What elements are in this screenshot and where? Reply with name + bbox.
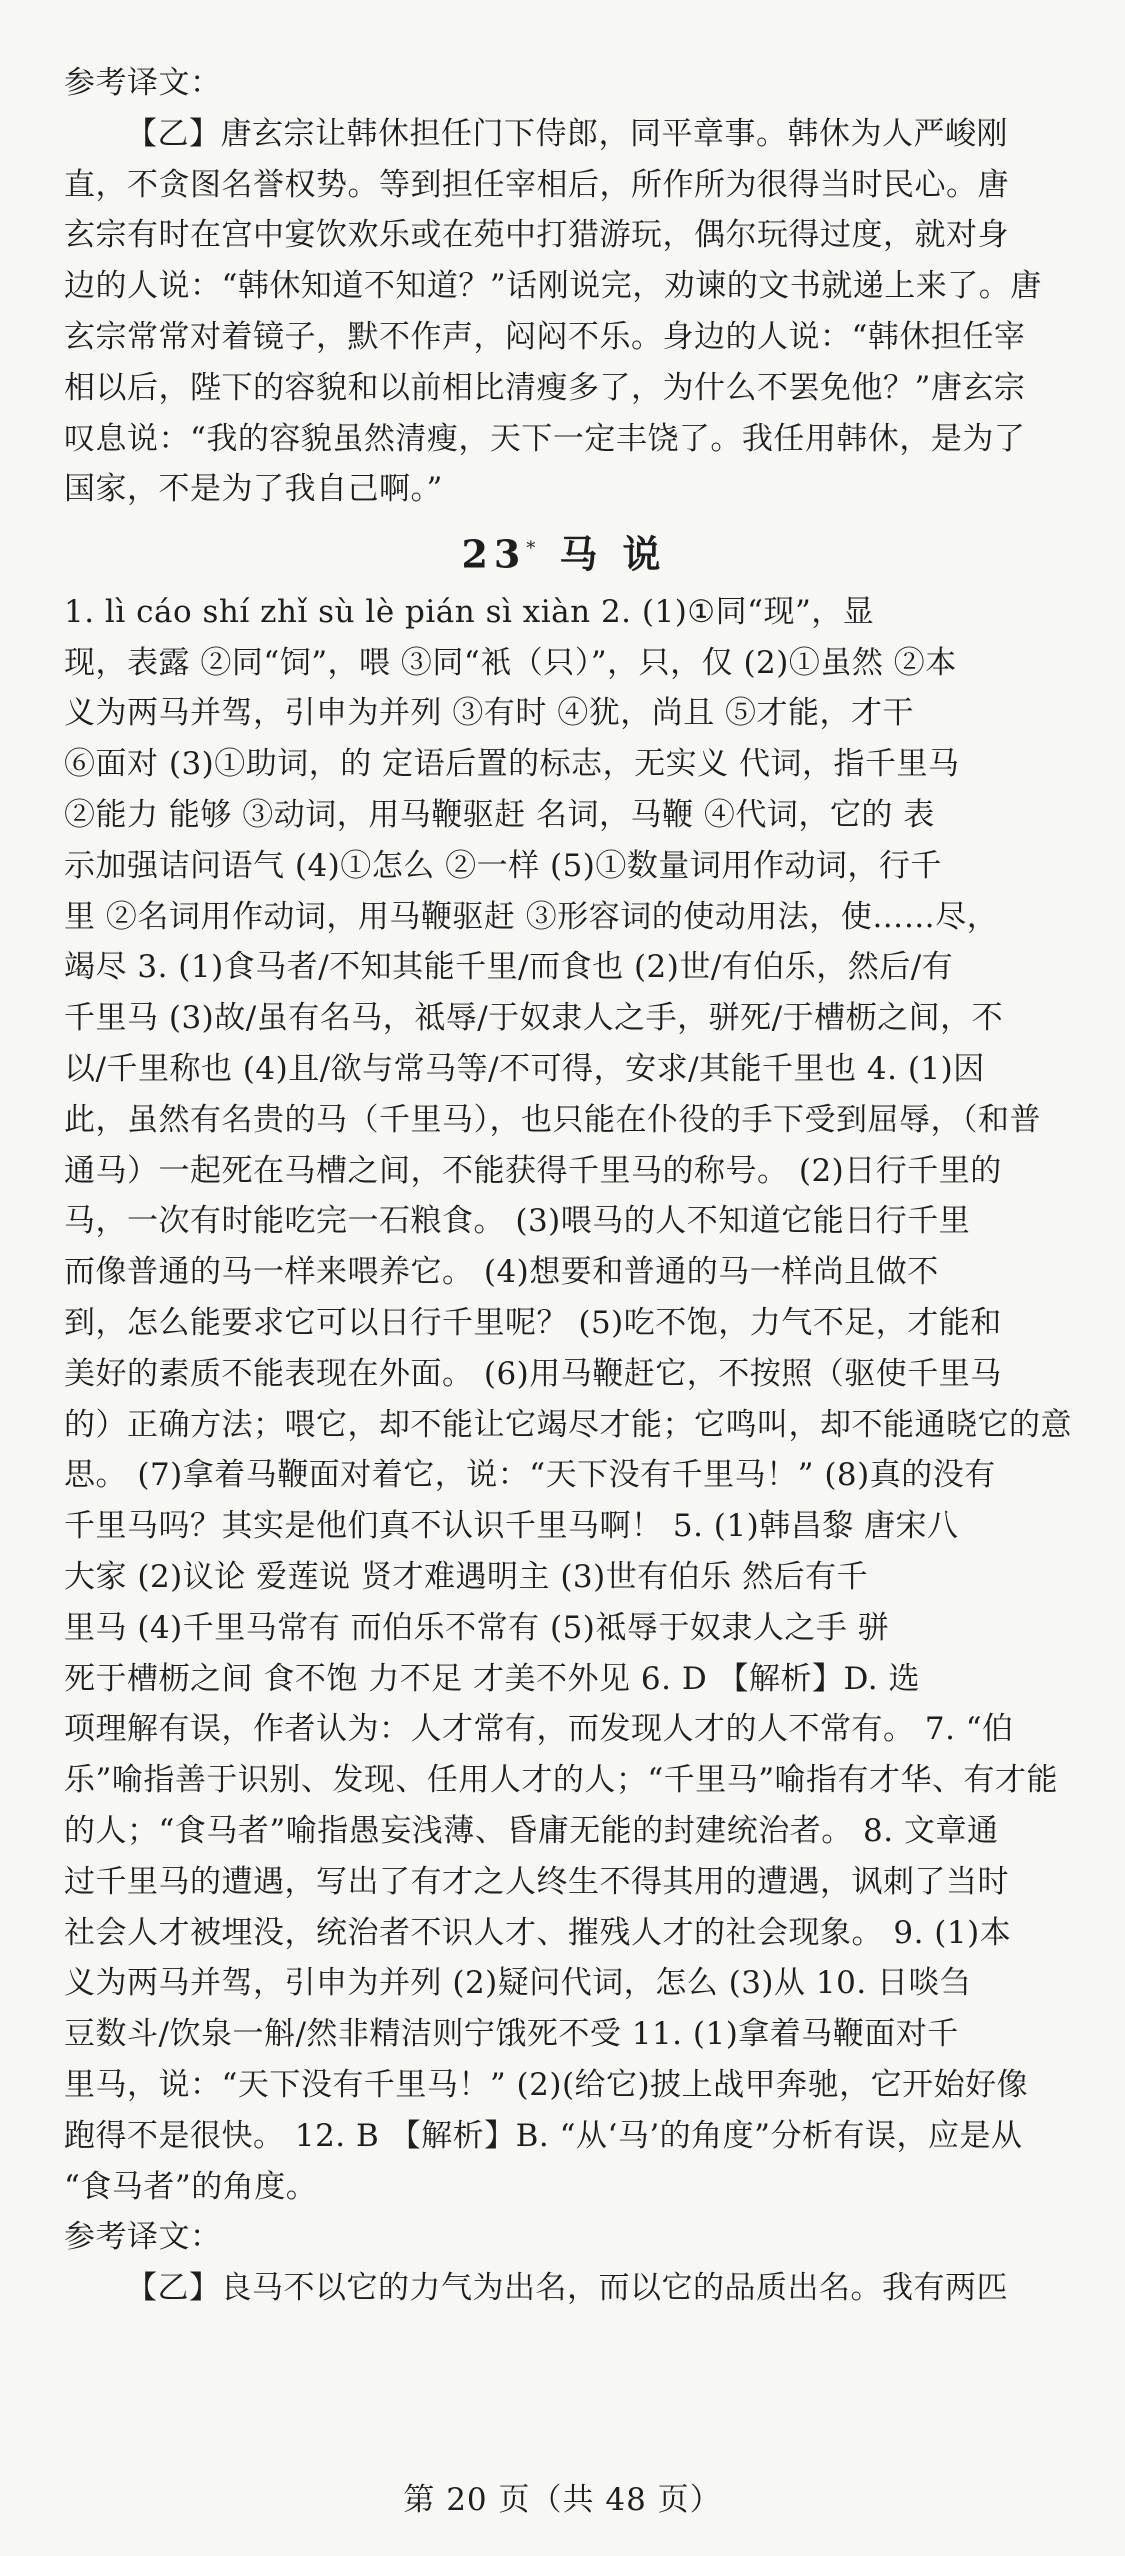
translation-line: 玄宗有时在宫中宴饮欢乐或在苑中打猎游玩，偶尔玩得过度，就对身 — [64, 217, 1009, 254]
page-footer: 第 20 页（共 48 页） — [403, 2482, 722, 2518]
answer-line: 乐”喻指善于识别、发现、任用人才的人；“千里马”喻指有才华、有才能 — [64, 1762, 1059, 1799]
translation-line: 【乙】良马不以它的力气为出名，而以它的品质出名。我有两匹 — [126, 2270, 1008, 2307]
answer-line: 通马）一起死在马槽之间，不能获得千里马的称号。 (2)日行千里的 — [64, 1152, 1002, 1189]
answer-line: 思。 (7)拿着马鞭面对着它，说：“天下没有千里马！” (8)真的没有 — [64, 1457, 996, 1494]
section-name: 马 说 — [559, 531, 667, 577]
answer-line: 马，一次有时能吃完一石粮食。 (3)喂马的人不知道它能日行千里 — [64, 1203, 971, 1240]
document-page — [64, 58, 1072, 2314]
reference-translation-label: 参考译文： — [64, 65, 222, 101]
translation-line: 玄宗常常对着镜子，默不作声，闷闷不乐。身边的人说：“韩休担任宰 — [64, 318, 1026, 355]
answer-line: ⑥面对 (3)①助词，的 定语后置的标志，无实义 代词，指千里马 — [64, 746, 960, 783]
answer-line: 竭尽 3. (1)食马者/不知其能千里/而食也 (2)世/有伯乐，然后/有 — [64, 949, 954, 986]
answer-line: 美好的素质不能表现在外面。 (6)用马鞭赶它，不按照（驱使千里马 — [64, 1355, 1002, 1392]
answer-line: 以/千里称也 (4)且/欲与常马等/不可得，安求/其能千里也 4. (1)因 — [64, 1051, 985, 1087]
answer-line: 跑得不是很快。 12. B 【解析】B. “从‘马’的角度”分析有误，应是从 — [64, 2117, 1023, 2154]
answer-line: 现，表露 ②同“饲”，喂 ③同“衹（只）”，只，仅 (2)①虽然 ②本 — [64, 644, 957, 681]
answer-line: 社会人才被埋没，统治者不识人才、摧残人才的社会现象。 9. (1)本 — [64, 1914, 1012, 1951]
answer-line: 过千里马的遭遇，写出了有才之人终生不得其用的遭遇，讽刺了当时 — [64, 1863, 1009, 1900]
section-mark: * — [526, 538, 542, 560]
translation-line: 相以后，陛下的容貌和以前相比清瘦多了，为什么不罢免他？”唐玄宗 — [64, 369, 1026, 406]
translation-line: 叹息说：“我的容貌虽然清瘦，天下一定丰饶了。我任用韩休，是为了 — [64, 420, 1026, 457]
reference-translation-label: 参考译文： — [64, 2219, 222, 2256]
answer-line: 里马，说：“天下没有千里马！” (2)(给它)披上战甲奔驰，它开始好像 — [64, 2066, 1029, 2103]
answer-line: 示加强诘问语气 (4)①怎么 ②一样 (5)①数量词用作动词，行千 — [64, 847, 942, 884]
answer-line: 的）正确方法；喂它，却不能让它竭尽才能；它鸣叫，却不能通晓它的意 — [64, 1406, 1072, 1443]
answer-line: 里 ②名词用作动词，用马鞭驱赶 ③形容词的使动用法，使……尽， — [64, 898, 999, 935]
answer-line: 义为两马并驾，引申为并列 (2)疑问代词，怎么 (3)从 10. 日啖刍 — [64, 1965, 972, 2002]
answer-line: 此，虽然有名贵的马（千里马），也只能在仆役的手下受到屈辱，（和普 — [64, 1101, 1041, 1138]
translation-line: 直，不贪图名誉权势。等到担任宰相后，所作所为很得当时民心。唐 — [64, 166, 1009, 203]
answer-line: 死于槽枥之间 食不饱 力不足 才美不外见 6. D 【解析】D. 选 — [64, 1660, 921, 1697]
answer-line: 项理解有误，作者认为：人才常有，而发现人才的人不常有。 7. “伯 — [64, 1711, 1014, 1748]
section-title — [64, 519, 1064, 585]
answer-line: 的人；“食马者”喻指愚妄浅薄、昏庸无能的封建统治者。 8. 文章通 — [64, 1812, 999, 1849]
section-number: 23 — [461, 531, 527, 577]
answer-line: 大家 (2)议论 爱莲说 贤才难遇明主 (3)世有伯乐 然后有千 — [64, 1558, 869, 1595]
answer-line: 而像普通的马一样来喂养它。 (4)想要和普通的马一样尚且做不 — [64, 1254, 939, 1291]
answer-line: 豆数斗/饮泉一斛/然非精洁则宁饿死不受 11. (1)拿着马鞭面对千 — [64, 2016, 959, 2053]
answer-line: ②能力 能够 ③动词，用马鞭驱赶 名词，马鞭 ④代词，它的 表 — [64, 797, 935, 834]
answer-line: 义为两马并驾，引申为并列 ③有时 ④犹，尚且 ⑤才能，才干 — [64, 695, 915, 732]
answer-line: 1. lì cáo shí zhǐ sù lè pián sì xiàn 2. (1)①同“现”，显 — [64, 593, 875, 630]
answer-line: 里马 (4)千里马常有 而伯乐不常有 (5)祗辱于奴隶人之手 骈 — [64, 1609, 890, 1646]
answer-line: 到，怎么能要求它可以日行千里呢？ (5)吃不饱，力气不足，才能和 — [64, 1304, 1002, 1341]
translation-line: 国家，不是为了我自己啊。” — [64, 471, 443, 508]
translation-line: 【乙】唐玄宗让韩休担任门下侍郎，同平章事。韩休为人严峻刚 — [126, 115, 1008, 152]
answer-line: 千里马 (3)故/虽有名马，祗辱/于奴隶人之手，骈死/于槽枥之间，不 — [64, 1000, 1004, 1037]
translation-line: 边的人说：“韩休知道不知道？”话刚说完，劝谏的文书就递上来了。唐 — [64, 268, 1042, 305]
answer-line: 千里马吗？其实是他们真不认识千里马啊！ 5. (1)韩昌黎 唐宋八 — [64, 1508, 959, 1545]
answer-line: “食马者”的角度。 — [64, 2168, 318, 2205]
